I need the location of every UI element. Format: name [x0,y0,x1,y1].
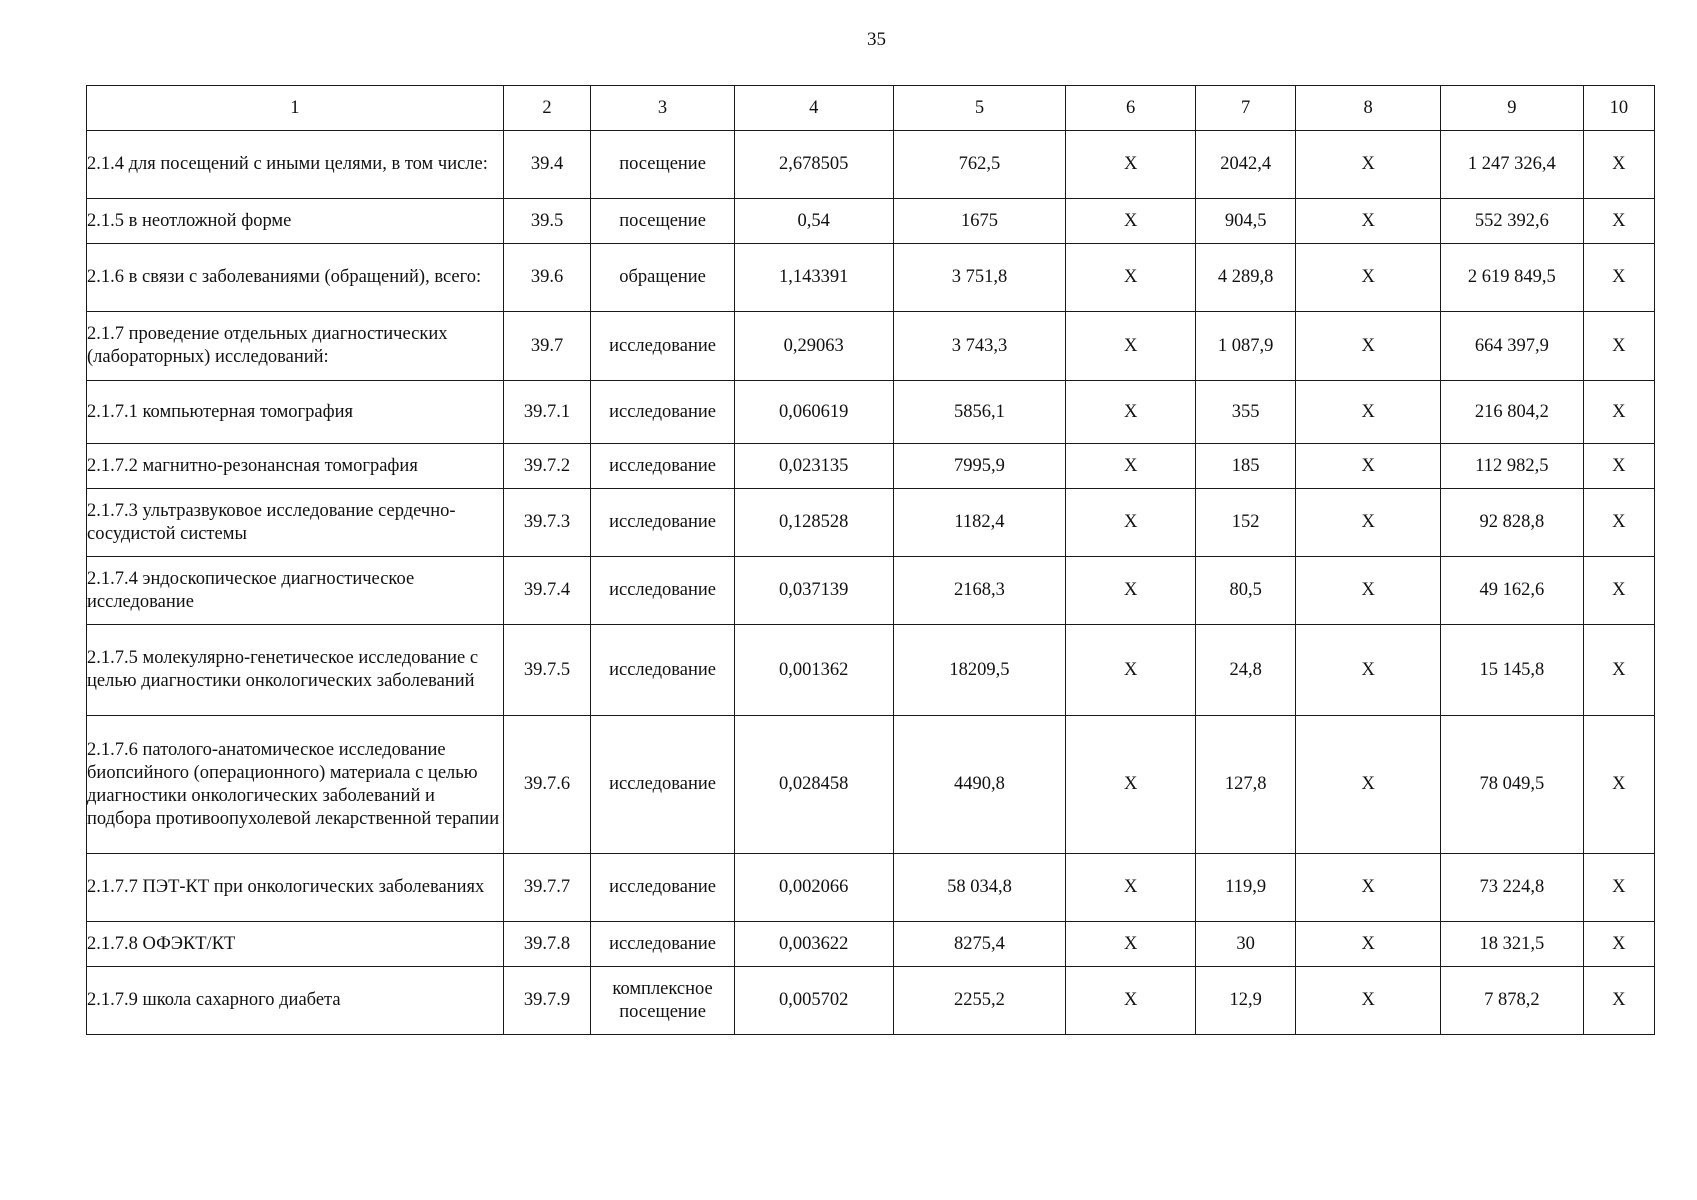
row-name: 2.1.7 проведение отдельных диагностических (лабораторных) исследований: [87,312,504,381]
cell-col7: 355 [1195,381,1295,444]
cell-col4: 1,143391 [734,244,893,312]
table-row [87,716,1655,854]
row-unit: исследование [591,625,735,716]
cell-col5: 3 743,3 [893,312,1066,381]
cell-col5: 58 034,8 [893,854,1066,922]
cell-col6: X [1066,922,1196,967]
cell-col4: 0,54 [734,199,893,244]
cell-col6: X [1066,244,1196,312]
row-name: 2.1.7.9 школа сахарного диабета [87,967,504,1035]
table-row [87,131,1655,199]
row-code: 39.7.1 [503,381,590,444]
cell-col9: 78 049,5 [1441,716,1584,854]
cell-col9: 49 162,6 [1441,557,1584,625]
cell-col8: X [1296,854,1441,922]
row-unit: исследование [591,444,735,489]
cell-col5: 7995,9 [893,444,1066,489]
cell-col4: 0,060619 [734,381,893,444]
cell-col6: X [1066,854,1196,922]
row-unit: исследование [591,381,735,444]
cell-col10: X [1583,444,1654,489]
row-unit: исследование [591,312,735,381]
cell-col9: 18 321,5 [1441,922,1584,967]
cell-col10: X [1583,854,1654,922]
cell-col6: X [1066,444,1196,489]
column-header: 6 [1066,86,1196,131]
row-code: 39.7 [503,312,590,381]
row-code: 39.7.3 [503,489,590,557]
row-name: 2.1.7.7 ПЭТ-КТ при онкологических заболеваниях [87,854,504,922]
row-name: 2.1.7.3 ультразвуковое исследование сердечно-сосудистой системы [87,489,504,557]
row-unit: исследование [591,557,735,625]
cell-col7: 80,5 [1195,557,1295,625]
column-header: 3 [591,86,735,131]
cell-col5: 762,5 [893,131,1066,199]
row-code: 39.7.5 [503,625,590,716]
cell-col8: X [1296,557,1441,625]
row-code: 39.7.6 [503,716,590,854]
row-code: 39.7.2 [503,444,590,489]
cell-col10: X [1583,381,1654,444]
row-unit: комплексное посещение [591,967,735,1035]
cell-col4: 0,001362 [734,625,893,716]
cell-col9: 1 247 326,4 [1441,131,1584,199]
cell-col8: X [1296,312,1441,381]
cell-col9: 664 397,9 [1441,312,1584,381]
column-header: 10 [1583,86,1654,131]
row-code: 39.7.4 [503,557,590,625]
cell-col10: X [1583,922,1654,967]
cell-col8: X [1296,716,1441,854]
row-unit: исследование [591,854,735,922]
table-row [87,922,1655,967]
cell-col6: X [1066,131,1196,199]
cell-col5: 2255,2 [893,967,1066,1035]
cell-col10: X [1583,244,1654,312]
cell-col8: X [1296,381,1441,444]
cell-col4: 0,005702 [734,967,893,1035]
cell-col6: X [1066,381,1196,444]
cell-col5: 18209,5 [893,625,1066,716]
row-unit: исследование [591,489,735,557]
column-header: 5 [893,86,1066,131]
row-name: 2.1.5 в неотложной форме [87,199,504,244]
cell-col10: X [1583,199,1654,244]
cell-col4: 0,002066 [734,854,893,922]
cell-col7: 1 087,9 [1195,312,1295,381]
cell-col8: X [1296,967,1441,1035]
cell-col7: 30 [1195,922,1295,967]
row-code: 39.5 [503,199,590,244]
table-row [87,444,1655,489]
cell-col4: 0,003622 [734,922,893,967]
cell-col4: 0,29063 [734,312,893,381]
table-row [87,489,1655,557]
row-name: 2.1.4 для посещений с иными целями, в том числе: [87,131,504,199]
column-header: 9 [1441,86,1584,131]
cell-col7: 185 [1195,444,1295,489]
table-row [87,854,1655,922]
column-header: 2 [503,86,590,131]
row-name: 2.1.7.5 молекулярно-генетическое исследование с целью диагностики онкологических заболеваний [87,625,504,716]
cell-col6: X [1066,489,1196,557]
cell-col7: 127,8 [1195,716,1295,854]
cell-col9: 216 804,2 [1441,381,1584,444]
cell-col6: X [1066,716,1196,854]
cell-col10: X [1583,716,1654,854]
cell-col7: 12,9 [1195,967,1295,1035]
cell-col7: 152 [1195,489,1295,557]
cell-col6: X [1066,967,1196,1035]
cell-col5: 4490,8 [893,716,1066,854]
row-code: 39.7.9 [503,967,590,1035]
cell-col5: 3 751,8 [893,244,1066,312]
cell-col4: 2,678505 [734,131,893,199]
cell-col9: 15 145,8 [1441,625,1584,716]
cell-col6: X [1066,625,1196,716]
cell-col8: X [1296,199,1441,244]
data-table [86,85,1655,1035]
cell-col8: X [1296,444,1441,489]
row-code: 39.7.7 [503,854,590,922]
row-name: 2.1.7.8 ОФЭКТ/КТ [87,922,504,967]
cell-col6: X [1066,312,1196,381]
table-row [87,381,1655,444]
table-row [87,312,1655,381]
column-header: 1 [87,86,504,131]
row-code: 39.7.8 [503,922,590,967]
cell-col10: X [1583,625,1654,716]
row-name: 2.1.7.4 эндоскопическое диагностическое исследование [87,557,504,625]
cell-col7: 24,8 [1195,625,1295,716]
column-header: 8 [1296,86,1441,131]
cell-col4: 0,037139 [734,557,893,625]
column-number-row [87,86,1655,131]
cell-col9: 73 224,8 [1441,854,1584,922]
cell-col9: 2 619 849,5 [1441,244,1584,312]
row-name: 2.1.7.6 патолого-анатомическое исследование биопсийного (операционного) материала с целью диагностики онкологических заболеваний и подбора противоопухолевой лекарственной терапии [87,716,504,854]
cell-col8: X [1296,922,1441,967]
row-unit: исследование [591,922,735,967]
cell-col8: X [1296,244,1441,312]
cell-col8: X [1296,625,1441,716]
cell-col4: 0,028458 [734,716,893,854]
row-unit: исследование [591,716,735,854]
cell-col6: X [1066,199,1196,244]
cell-col7: 4 289,8 [1195,244,1295,312]
cell-col9: 552 392,6 [1441,199,1584,244]
page-number: 35 [867,29,886,50]
cell-col10: X [1583,312,1654,381]
cell-col5: 1675 [893,199,1066,244]
table-row [87,199,1655,244]
cell-col4: 0,128528 [734,489,893,557]
cell-col7: 119,9 [1195,854,1295,922]
table-row [87,625,1655,716]
row-code: 39.6 [503,244,590,312]
cell-col10: X [1583,489,1654,557]
column-header: 7 [1195,86,1295,131]
cell-col4: 0,023135 [734,444,893,489]
cell-col9: 112 982,5 [1441,444,1584,489]
table-row [87,557,1655,625]
cell-col5: 2168,3 [893,557,1066,625]
row-code: 39.4 [503,131,590,199]
cell-col10: X [1583,967,1654,1035]
table-row [87,244,1655,312]
row-name: 2.1.7.2 магнитно-резонансная томография [87,444,504,489]
cell-col9: 7 878,2 [1441,967,1584,1035]
cell-col5: 8275,4 [893,922,1066,967]
cell-col8: X [1296,489,1441,557]
row-unit: посещение [591,131,735,199]
column-header: 4 [734,86,893,131]
cell-col5: 1182,4 [893,489,1066,557]
cell-col9: 92 828,8 [1441,489,1584,557]
cell-col5: 5856,1 [893,381,1066,444]
cell-col10: X [1583,557,1654,625]
row-unit: посещение [591,199,735,244]
row-unit: обращение [591,244,735,312]
row-name: 2.1.7.1 компьютерная томография [87,381,504,444]
row-name: 2.1.6 в связи с заболеваниями (обращений), всего: [87,244,504,312]
cell-col8: X [1296,131,1441,199]
cell-col7: 904,5 [1195,199,1295,244]
cell-col10: X [1583,131,1654,199]
cell-col6: X [1066,557,1196,625]
cell-col7: 2042,4 [1195,131,1295,199]
table-row [87,967,1655,1035]
